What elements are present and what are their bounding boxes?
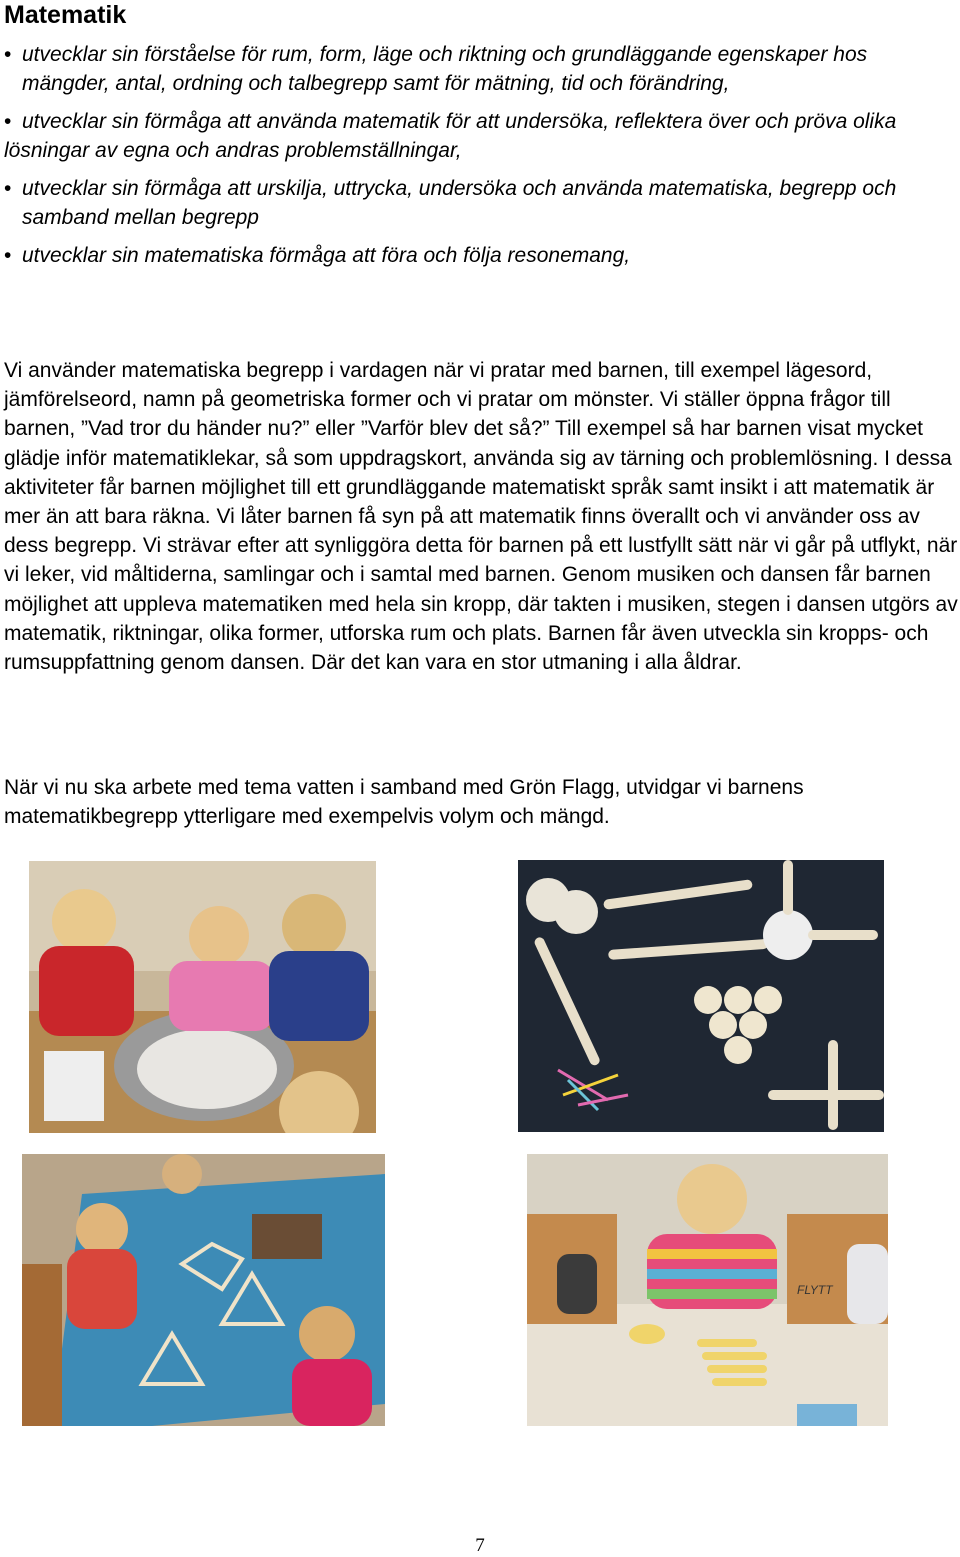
photo-blue-table bbox=[22, 1154, 385, 1426]
bullet-icon: • bbox=[4, 43, 12, 66]
goal-item bbox=[0, 174, 955, 232]
photo-children-baking bbox=[29, 861, 376, 1133]
goal-item bbox=[0, 241, 955, 270]
photo-sign-text: FLYTT bbox=[797, 1283, 833, 1297]
goal-text: utvecklar sin förmåga att urskilja, uttrycka, undersöka och använda matematiska, begrepp och samband mellan begrepp bbox=[22, 177, 897, 229]
bullet-icon: • bbox=[4, 177, 12, 200]
goal-list bbox=[0, 40, 955, 279]
bullet-icon: • bbox=[4, 244, 12, 267]
page-heading: Matematik bbox=[4, 1, 127, 29]
photo-sticks-shapes bbox=[518, 860, 884, 1132]
goal-text: utvecklar sin förmåga att använda matematik för att undersöka, reflektera över och pröva olika lösningar av egna och andras problemställningar, bbox=[4, 110, 897, 162]
goal-text: utvecklar sin förståelse för rum, form, läge och riktning och grundläggande egenskaper hos mängder, antal, ordning och talbegrepp samt för mätning, tid och förändring, bbox=[22, 43, 868, 95]
goal-item bbox=[0, 107, 955, 165]
goal-text: utvecklar sin matematiska förmåga att föra och följa resonemang, bbox=[22, 244, 631, 267]
body-paragraph: Vi använder matematiska begrepp i vardagen när vi pratar med barnen, till exempel lägesord, jämförelseord, namn på geometriska former och vi pratar om mönster. Vi ställer öppna frågor till barnen, ”Vad tror du händer nu?” eller ”Varför blev det så?” Till exempel så har barnen visat mycket glädje inför matematiklekar, så som uppdragskort, använda sig av tärning och problemlösning. I dessa aktiviteter får barnen möjlighet till ett grundläggande matematiskt språk samt insikt i att matematik är mer än att bara räkna. Vi låter barnen få syn på att matematik finns överallt och vi använder oss av dess begrepp. Vi strävar efter att synliggöra detta för barnen på ett lustfyllt sätt när vi går på utflykt, när vi leker, vid måltiderna, samlingar och i samtal med barnen. Genom musiken och dansen får barnen möjlighet att uppleva matematiken med hela sin kropp, där takten i musiken, stegen i dansen utgörs av matematik, riktningar, olika former, utforska rum och plats. Barnen får även utveckla sin kropps- och rumsuppfattning genom dansen. Där det kan vara en stor utmaning i alla åldrar. bbox=[4, 359, 958, 675]
bullet-icon: • bbox=[4, 110, 12, 133]
photo-playdough bbox=[527, 1154, 888, 1426]
goal-item bbox=[0, 40, 955, 98]
page-number: 7 bbox=[475, 1535, 485, 1556]
body-paragraph: När vi nu ska arbete med tema vatten i samband med Grön Flagg, utvidgar vi barnens matematikbegrepp ytterligare med exempelvis volym och mängd. bbox=[4, 776, 804, 829]
